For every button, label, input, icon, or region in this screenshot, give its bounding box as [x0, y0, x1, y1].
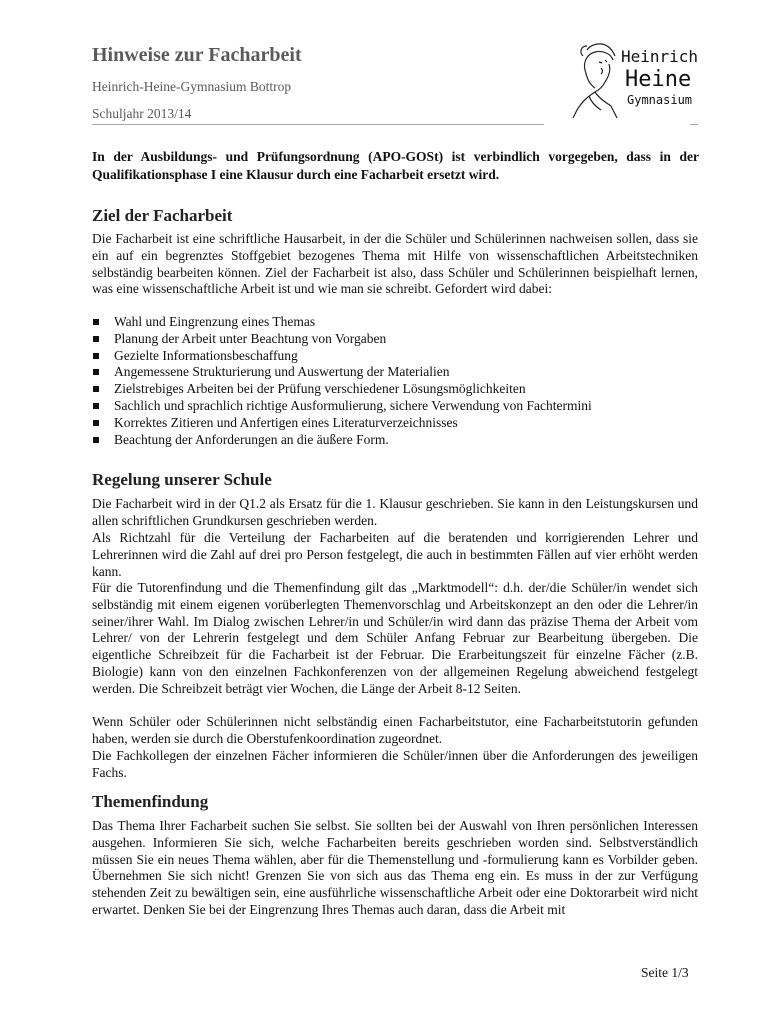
list-item: Gezielte Informationsbeschaffung — [92, 348, 592, 365]
logo-line-1: Heinrich — [621, 47, 699, 66]
logo-line-3: Gymnasium — [627, 93, 693, 107]
logo-line-2: Heine — [625, 67, 692, 92]
requirements-list — [92, 314, 592, 448]
section-heading-themenfindung: Themenfindung — [92, 792, 209, 811]
regelung-paragraph-4: Wenn Schüler oder Schülerinnen nicht selbständig einen Facharbeitstutor, eine Facharbeitstutorin gefunden haben, werden sie durch die Oberstufenkoordination zugeordnet. — [92, 714, 698, 746]
document-title: Hinweise zur Facharbeit — [92, 44, 302, 66]
list-item: Angemessene Strukturierung und Auswertung der Materialien — [92, 364, 592, 381]
list-item: Planung der Arbeit unter Beachtung von Vorgaben — [92, 331, 592, 348]
list-item: Wahl und Eingrenzung eines Themas — [92, 314, 592, 331]
list-item: Sachlich und sprachlich richtige Ausformulierung, sichere Verwendung von Fachtermini — [92, 398, 592, 415]
regelung-paragraph-5: Die Fachkollegen der einzelnen Fächer informieren die Schüler/innen über die Anforderungen des jeweiligen Fachs. — [92, 748, 698, 780]
header-divider — [92, 124, 544, 125]
regelung-paragraph-1: Die Facharbeit wird in der Q1.2 als Ersatz für die 1. Klausur geschrieben. Sie kann in den Leistungskursen und allen schriftlichen Grundkursen geschrieben werden. — [92, 496, 698, 528]
list-item: Zielstrebiges Arbeiten bei der Prüfung verschiedener Lösungsmöglichkeiten — [92, 381, 592, 398]
school-year: Schuljahr 2013/14 — [92, 106, 192, 121]
regelung-paragraph-2: Als Richtzahl für die Verteilung der Facharbeiten auf die beratenden und korrigierenden Lehrer und Lehrerinnen wird die Zahl auf drei pro Person festgelegt, die auch in bestimmten Fällen auf vier erhöht werden kann. — [92, 530, 698, 579]
header-divider-tick — [690, 124, 698, 125]
themenfindung-paragraph: Das Thema Ihrer Facharbeit suchen Sie selbst. Sie sollten bei der Auswahl von Ihren persönlichen Interessen ausgehen. Informieren Sie sich, welche Facharbeiten bereits geschrieben worden sind. Selbstverständlich müssen Sie ein neues Thema wählen, aber für die Themenstellung und -formulierung kann es Vorbilder geben. Übernehmen Sie sich nicht! Grenzen Sie von sich aus das Thema eng ein. Es muss in der zur Verfügung stehenden Zeit zu bewältigen sein, eine ausführliche wissenschaftliche Arbeit oder eine Doktorarbeit wird nicht erwartet. Denken Sie bei der Eingrenzung Ihres Themas auch daran, dass die Arbeit mit — [92, 818, 698, 917]
portrait-sketch — [573, 44, 617, 118]
regelung-paragraph-3: Für die Tutorenfindung und die Themenfindung gilt das „Marktmodell“: d.h. der/die Schüler/in wendet sich selbständig mit einem eigenen vorüberlegten Themenvorschlag und Arbeitskonzept an den oder die Lehrer/in seiner/ihrer Wahl. Im Dialog zwischen Lehrer/in und Schüler/in wird dann das präzise Thema der Arbeit vom Lehrer/ von der Lehrerin festgelegt und dem Schüler Anfang Februar zur Bearbeitung übergeben. Die eigentliche Schreibzeit für die Facharbeit ist der Februar. Die Erarbeitungszeit für einzelne Fächer (z.B. Biologie) kann von den einzelnen Fachkonferenzen von der allgemeinen Regelung abweichend festgelegt werden. Die Schreibzeit beträgt vier Wochen, die Länge der Arbeit 8-12 Seiten. — [92, 580, 698, 696]
ziel-paragraph: Die Facharbeit ist eine schriftliche Hausarbeit, in der die Schüler und Schülerinnen nachweisen sollen, dass sie ein auf ein begrenztes Stoffgebiet bezogenes Thema mit Hilfe von wissenschaftlichen Arbeitstechniken selbständig bearbeiten können. Ziel der Facharbeit ist also, dass Schüler und Schülerinnen beispielhaft lernen, was eine wissenschaftliche Arbeit ist und wie man sie schreibt. Gefordert wird dabei: — [92, 231, 698, 297]
intro-statement: In der Ausbildungs- und Prüfungsordnung (APO-GOSt) ist verbindlich vorgegeben, dass in der Qualifikationsphase I eine Klausur durch eine Facharbeit ersetzt wird. — [92, 149, 699, 182]
school-name: Heinrich-Heine-Gymnasium Bottrop — [92, 79, 292, 94]
list-item: Korrektes Zitieren und Anfertigen eines Literaturverzeichnisses — [92, 415, 592, 432]
section-heading-regelung: Regelung unserer Schule — [92, 470, 272, 489]
page-number: Seite 1/3 — [641, 965, 689, 980]
section-heading-ziel: Ziel der Facharbeit — [92, 206, 233, 225]
school-logo — [565, 40, 699, 120]
list-item: Beachtung der Anforderungen an die äußere Form. — [92, 432, 592, 449]
